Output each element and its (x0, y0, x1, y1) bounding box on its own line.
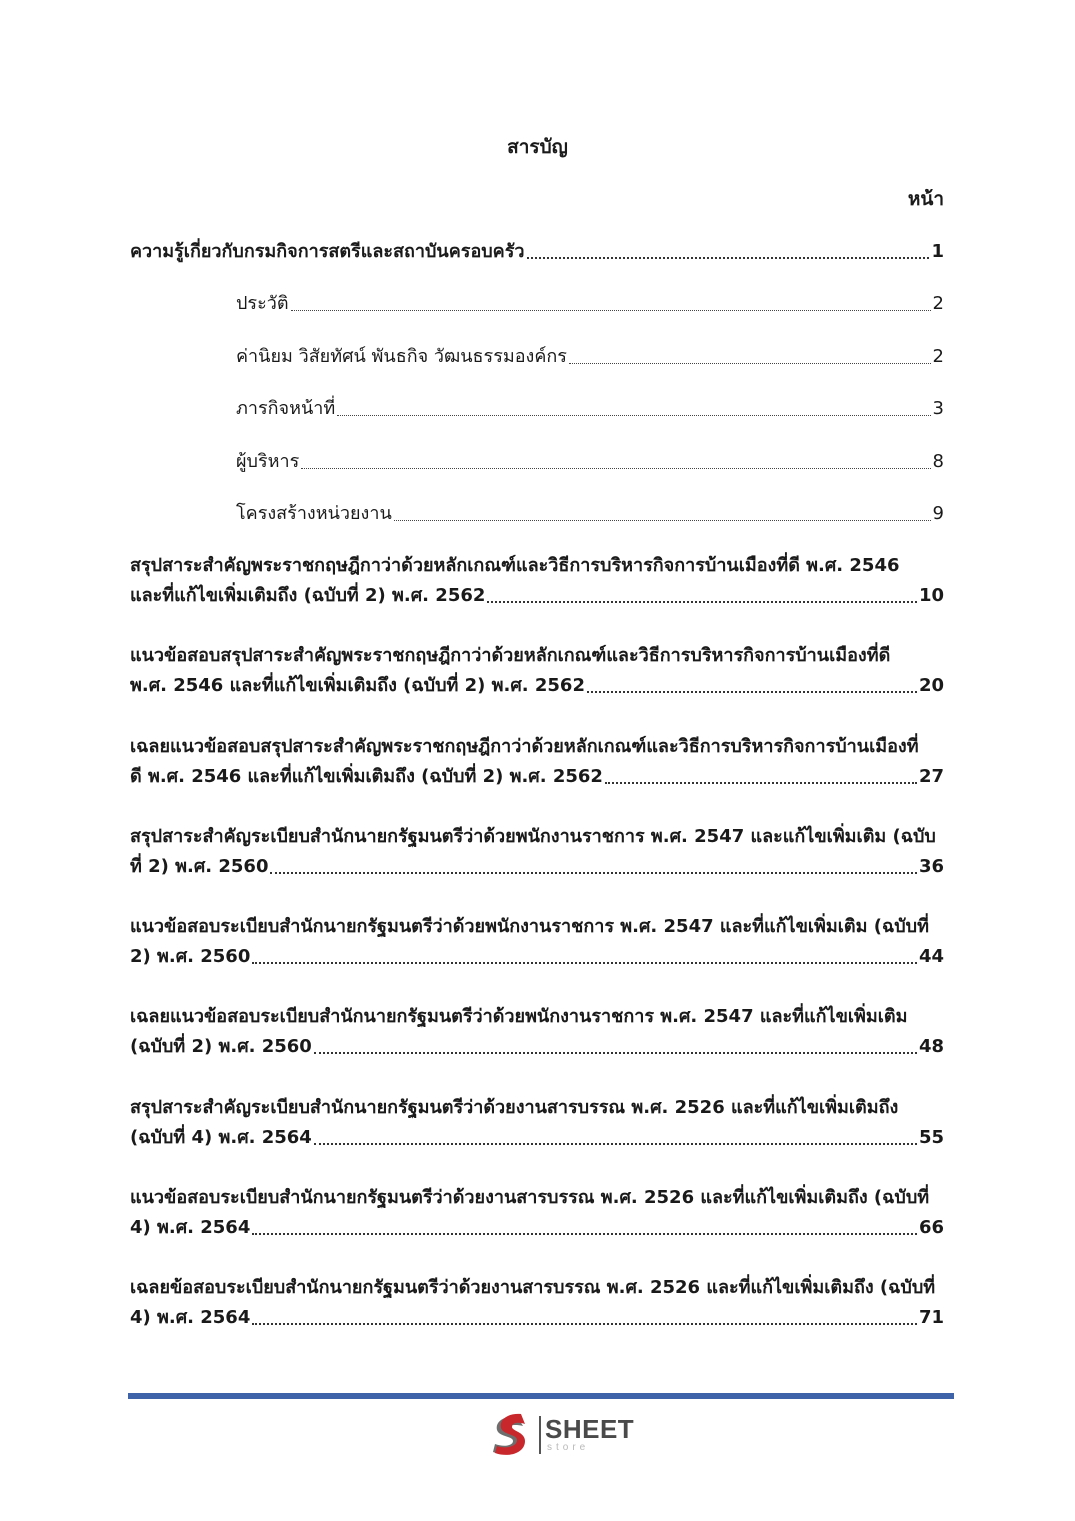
toc-entry-text: 4) พ.ศ. 2564 (130, 1217, 251, 1238)
toc-title: สารบัญ (507, 136, 568, 158)
dot-leader (252, 1323, 917, 1325)
toc-entry-text-line1: แนวข้อสอบระเบียบสำนักนายกรัฐมนตรีว่าด้วยพนักงานราชการ พ.ศ. 2547 และที่แก้ไขเพิ่มเติม (ฉบับที่ (130, 916, 929, 937)
toc-entry[interactable] (130, 912, 944, 972)
toc-entry-text: ประวัติ (236, 293, 289, 314)
toc-page-number: 36 (918, 856, 944, 877)
dot-leader (487, 601, 917, 603)
dot-leader (301, 468, 930, 469)
toc-entry-text-line1: สรุปสาระสำคัญพระราชกฤษฎีกาว่าด้วยหลักเกณฑ์และวิธีการบริหารกิจการบ้านเมืองที่ดี พ.ศ. 2546 (130, 555, 900, 576)
toc-page-number: 55 (918, 1127, 944, 1148)
dot-leader (314, 1052, 917, 1054)
logo-separator (539, 1416, 541, 1454)
sheet-store-logo-mark-icon (487, 1412, 533, 1458)
toc-entry-text: ผู้บริหาร (236, 451, 300, 472)
toc-entry[interactable] (236, 447, 944, 477)
toc-entry-text-line1: แนวข้อสอบระเบียบสำนักนายกรัฐมนตรีว่าด้วยงานสารบรรณ พ.ศ. 2526 และที่แก้ไขเพิ่มเติมถึง (ฉบับที่ (130, 1187, 930, 1208)
toc-entry[interactable] (130, 641, 944, 701)
toc-page-number: 9 (932, 503, 944, 524)
logo-subtext: store (547, 1442, 590, 1453)
dot-leader (587, 691, 917, 693)
toc-entry[interactable] (236, 342, 944, 372)
logo-wordmark: SHEET (545, 1414, 635, 1444)
toc-entry-text: (ฉบับที่ 4) พ.ศ. 2564 (130, 1127, 312, 1148)
toc-entry[interactable] (236, 289, 944, 319)
toc-entry-text-line1: เฉลยข้อสอบระเบียบสำนักนายกรัฐมนตรีว่าด้วยงานสารบรรณ พ.ศ. 2526 และที่แก้ไขเพิ่มเติมถึง (ฉบับที่ (130, 1277, 936, 1298)
toc-page-number: 71 (918, 1307, 944, 1328)
page-column-header: หน้า (907, 188, 944, 210)
toc-entry[interactable] (130, 1002, 944, 1062)
toc-entry-text: (ฉบับที่ 2) พ.ศ. 2560 (130, 1036, 312, 1057)
toc-page-number: 3 (932, 398, 944, 419)
toc-entry[interactable] (130, 1183, 944, 1243)
toc-page-number: 20 (918, 675, 944, 696)
toc-entry-text: ความรู้เกี่ยวกับกรมกิจการสตรีและสถาบันครอบครัว (130, 241, 525, 262)
toc-page-number: 48 (918, 1036, 944, 1057)
dot-leader (605, 782, 917, 784)
toc-entry-text: ภารกิจหน้าที่ (236, 398, 336, 419)
footer-rule (128, 1393, 954, 1399)
toc-entry[interactable] (130, 1093, 944, 1153)
toc-entry-text: ที่ 2) พ.ศ. 2560 (130, 856, 269, 877)
toc-entry[interactable] (236, 499, 944, 529)
toc-entry-text-line1: แนวข้อสอบสรุปสาระสำคัญพระราชกฤษฎีกาว่าด้วยหลักเกณฑ์และวิธีการบริหารกิจการบ้านเมืองที่ดี (130, 645, 891, 666)
toc-entry-text-line1: เฉลยแนวข้อสอบสรุปสาระสำคัญพระราชกฤษฎีกาว่าด้วยหลักเกณฑ์และวิธีการบริหารกิจการบ้านเมืองที่ (130, 736, 919, 757)
toc-page-number: 8 (932, 451, 944, 472)
toc-entry[interactable] (236, 394, 944, 424)
toc-entry-text-line1: สรุปสาระสำคัญระเบียบสำนักนายกรัฐมนตรีว่าด้วยพนักงานราชการ พ.ศ. 2547 และแก้ไขเพิ่มเติม (ฉบับ (130, 826, 936, 847)
sheet-store-logo (487, 1412, 647, 1458)
dot-leader (314, 1143, 917, 1145)
toc-entry[interactable] (130, 551, 944, 611)
dot-leader (291, 310, 931, 311)
toc-page-number: 2 (932, 293, 944, 314)
toc-entry-text: และที่แก้ไขเพิ่มเติมถึง (ฉบับที่ 2) พ.ศ. 2562 (130, 585, 486, 606)
toc-entry-text-line1: เฉลยแนวข้อสอบระเบียบสำนักนายกรัฐมนตรีว่าด้วยพนักงานราชการ พ.ศ. 2547 และที่แก้ไขเพิ่มเติม (130, 1006, 908, 1027)
toc-entry-text: พ.ศ. 2546 และที่แก้ไขเพิ่มเติมถึง (ฉบับที่ 2) พ.ศ. 2562 (130, 675, 585, 696)
dot-leader (337, 415, 930, 416)
toc-entry-text: โครงสร้างหน่วยงาน (236, 503, 392, 524)
toc-entry-text: 4) พ.ศ. 2564 (130, 1307, 251, 1328)
dot-leader (569, 363, 931, 364)
dot-leader (252, 962, 917, 964)
dot-leader (252, 1233, 917, 1235)
toc-entry-text-line1: สรุปสาระสำคัญระเบียบสำนักนายกรัฐมนตรีว่าด้วยงานสารบรรณ พ.ศ. 2526 และที่แก้ไขเพิ่มเติมถึง (130, 1097, 899, 1118)
toc-entry[interactable] (130, 237, 944, 267)
toc-entry-text: ค่านิยม วิสัยทัศน์ พันธกิจ วัฒนธรรมองค์กร (236, 346, 567, 367)
toc-page-number: 2 (932, 346, 944, 367)
toc-entry-text: ดี พ.ศ. 2546 และที่แก้ไขเพิ่มเติมถึง (ฉบับที่ 2) พ.ศ. 2562 (130, 766, 603, 787)
toc-entry[interactable] (130, 1273, 944, 1333)
toc-page-number: 10 (918, 585, 944, 606)
dot-leader (394, 520, 931, 521)
toc-page-number: 27 (918, 766, 944, 787)
toc-entry[interactable] (130, 822, 944, 882)
toc-page-number: 66 (918, 1217, 944, 1238)
toc-entry-text: 2) พ.ศ. 2560 (130, 946, 251, 967)
toc-entry[interactable] (130, 732, 944, 792)
dot-leader (270, 872, 916, 874)
toc-page-number: 44 (918, 946, 944, 967)
toc-page-number: 1 (931, 241, 944, 262)
dot-leader (527, 257, 930, 259)
